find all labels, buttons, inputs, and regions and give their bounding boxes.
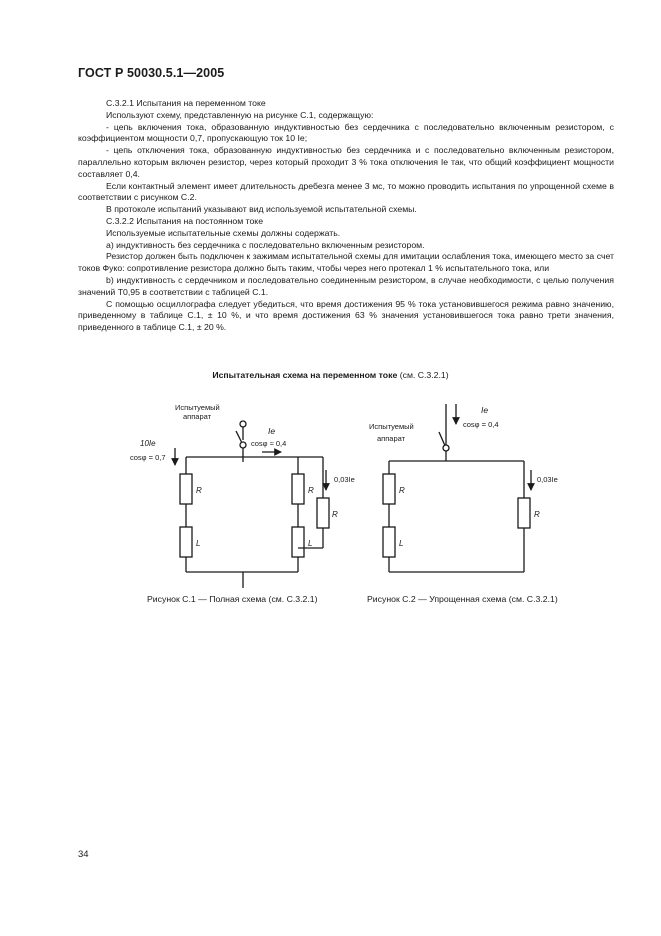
fig1-parallel-current: 0,03Ie xyxy=(334,475,355,484)
paragraph: Резистор должен быть подключен к зажимам испытательной схемы для имитации ослабления тока, имеющего место за счет токов Фуко: сопротивление резистора должно быть таким, чтобы через него протекал 1 % испытательного тока, или xyxy=(78,251,614,274)
fig2-source-current: Ie xyxy=(481,405,489,415)
paragraph: - цепь включения тока, образованную индуктивностью без сердечника с последовательно включенным резистором, с коэффициентом мощности 0,7, пропускающую ток 10 Ie; xyxy=(78,121,614,144)
fig2-resistor-label-2: R xyxy=(534,510,540,519)
paragraph: С.3.2.2 Испытания на постоянном токе xyxy=(106,215,264,226)
paragraph: Используют схему, представленную на рисунке С.1, содержащую: xyxy=(106,109,374,120)
fig1-break-pf: cosφ ≈ 0,4 xyxy=(251,439,287,448)
figure-c1-caption: Рисунок С.1 — Полная схема (см. С.3.2.1) xyxy=(147,594,318,604)
body-text xyxy=(78,98,614,334)
fig1-resistor-label-2: R xyxy=(308,486,314,495)
paragraph: - цепь отключения тока, образованную индуктивностью без сердечника и с последовательно включенным резистором, параллельно которым включен резистор, через который проходит 3 % тока отключения Ie так, что общий коэффициент мощности составляет 0,4. xyxy=(78,145,614,179)
fig2-inductor-label: L xyxy=(399,539,404,548)
paragraph: а) индуктивность без сердечника с последовательно включенным резистором. xyxy=(106,239,425,250)
paragraph: В протоколе испытаний указывают вид используемой испытательной схемы. xyxy=(106,204,417,215)
fig1-device-label-2: аппарат xyxy=(183,412,212,421)
fig1-device-label-1: Испытуемый xyxy=(175,403,220,412)
fig2-resistor-label: R xyxy=(399,486,405,495)
fig1-resistor-label: R xyxy=(196,486,202,495)
paragraph: С.3.2.1 Испытания на переменном токе xyxy=(106,98,266,108)
figure-title xyxy=(0,370,661,380)
fig1-break-current: Ie xyxy=(268,426,276,436)
document-header: ГОСТ Р 50030.5.1—2005 xyxy=(78,66,225,80)
fig2-device-label-1: Испытуемый xyxy=(369,422,414,431)
fig1-make-pf: cosφ = 0,7 xyxy=(130,453,166,462)
figure-title-ref: (см. С.3.2.1) xyxy=(399,370,449,380)
paragraph: С помощью осциллографа следует убедиться, что время достижения 95 % тока установившегося режима равно значению, приведенному в таблице С.1, ± 10 %, и что время достижения 63 % значения установившегося тока равно трети значения, приведенного в таблице С.1, ± 20 %. xyxy=(78,298,614,333)
fig2-device-label-2: аппарат xyxy=(377,434,406,443)
fig2-source-pf: cosφ = 0,4 xyxy=(463,420,499,429)
fig1-make-current: 10Ie xyxy=(140,439,156,448)
fig1-inductor-label-2: L xyxy=(308,539,313,548)
paragraph: Используемые испытательные схемы должны содержать. xyxy=(106,227,341,238)
paragraph: b) индуктивность с сердечником и последовательно соединенным резистором, в случае необходимости, с целью получения значений T0,95 в соответствии с таблицей С.1. xyxy=(78,274,614,297)
circuit-diagrams xyxy=(0,384,661,594)
figure-title-bold: Испытательная схема на переменном токе xyxy=(212,370,398,380)
figure-c2-caption: Рисунок С.2 — Упрощенная схема (см. С.3.2.1) xyxy=(367,594,558,604)
page-number: 34 xyxy=(78,849,89,860)
fig1-resistor-label-3: R xyxy=(332,510,338,519)
fig2-parallel-current: 0,03Ie xyxy=(537,475,558,484)
paragraph: Если контактный элемент имеет длительность дребезга менее 3 мс, то можно проводить испытания по упрощенной схеме в соответствии с рисунком С.2. xyxy=(78,180,614,203)
fig1-inductor-label: L xyxy=(196,539,201,548)
